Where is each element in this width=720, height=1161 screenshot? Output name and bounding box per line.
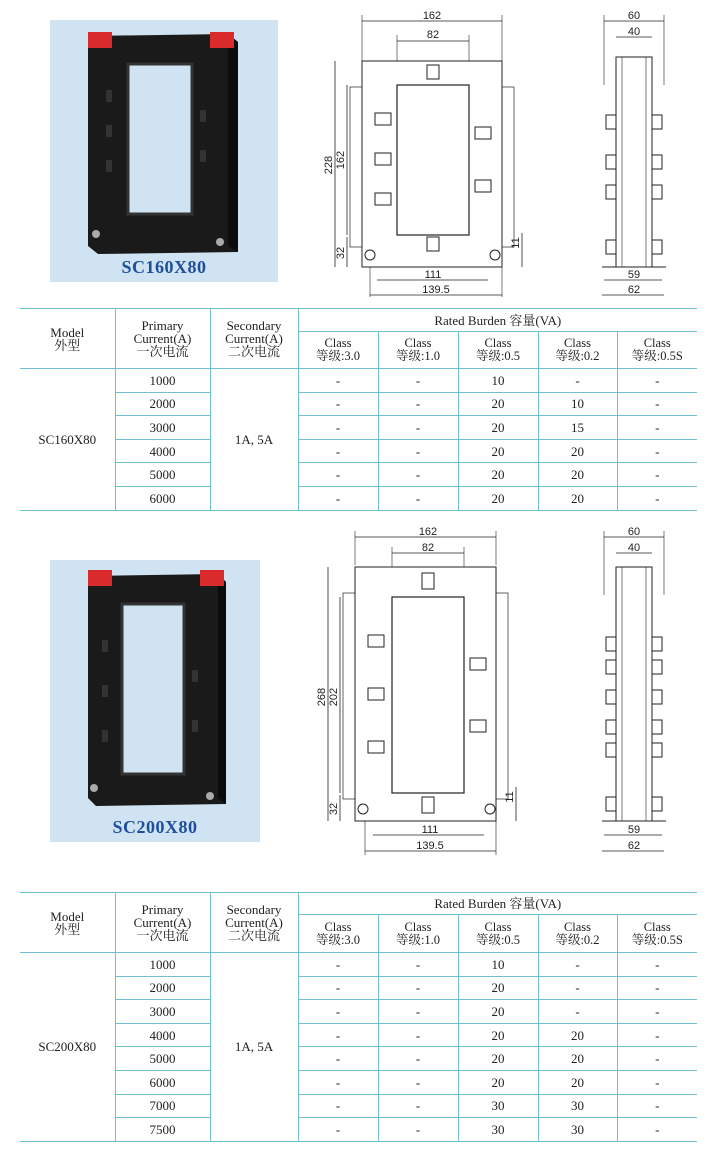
dim-base-outer: 139.5 [422, 284, 450, 296]
dim-side-inner: 40 [627, 26, 641, 38]
primary-current-cell: 4000 [115, 439, 210, 463]
primary-current-cell: 2000 [115, 976, 210, 1000]
table-row [20, 463, 697, 487]
dim-window-height: 162 [335, 150, 347, 170]
burden-value-cell: 30 [538, 1118, 617, 1142]
header-rated-burden: Rated Burden 容量(VA) [298, 893, 697, 915]
table-row [20, 1094, 697, 1118]
dim-height: 228 [323, 155, 335, 175]
burden-value-cell: - [298, 439, 378, 463]
table-row [20, 1000, 697, 1024]
side-view-drawing-2 [592, 525, 672, 860]
product-section-2 [0, 520, 720, 1161]
burden-value-cell: 20 [538, 439, 617, 463]
burden-value-cell: 20 [458, 463, 538, 487]
side-view-drawing-1 [592, 5, 672, 300]
dim-foot: 11 [504, 791, 516, 803]
burden-value-cell: 30 [458, 1118, 538, 1142]
header-model: Model 外型 [20, 893, 115, 953]
dim-height: 268 [316, 687, 328, 707]
header-class-0-2: Class 等级:0.2 [538, 915, 617, 953]
burden-value-cell: - [617, 369, 697, 393]
ct-photo-1 [50, 20, 278, 282]
header-primary: Primary Current(A) 一次电流 [115, 309, 210, 369]
burden-value-cell: 20 [458, 486, 538, 510]
table-row [20, 953, 697, 977]
burden-value-cell: - [378, 1118, 458, 1142]
burden-value-cell: 15 [538, 416, 617, 440]
header-secondary: Secondary Current(A) 二次电流 [210, 893, 298, 953]
primary-current-cell: 4000 [115, 1023, 210, 1047]
header-class-3-0: Class 等级:3.0 [298, 915, 378, 953]
burden-value-cell: - [378, 439, 458, 463]
terminal-red-right [210, 32, 234, 48]
dim-base-outer: 139.5 [416, 840, 444, 852]
burden-value-cell: 20 [538, 486, 617, 510]
dim-width: 162 [418, 526, 438, 538]
burden-value-cell: 30 [458, 1094, 538, 1118]
header-primary: Primary Current(A) 一次电流 [115, 893, 210, 953]
dim-side-width: 60 [627, 526, 641, 538]
primary-current-cell: 7500 [115, 1118, 210, 1142]
burden-value-cell: - [378, 416, 458, 440]
burden-value-cell: - [378, 1000, 458, 1024]
burden-value-cell: - [617, 1094, 697, 1118]
primary-current-cell: 7000 [115, 1094, 210, 1118]
burden-value-cell: - [538, 369, 617, 393]
product-photo-1 [50, 20, 278, 282]
dim-window-height: 202 [328, 687, 340, 707]
header-class-0-5: Class 等级:0.5 [458, 332, 538, 369]
burden-value-cell: - [378, 953, 458, 977]
primary-current-cell: 1000 [115, 369, 210, 393]
burden-value-cell: 20 [538, 1047, 617, 1071]
burden-value-cell: - [298, 1000, 378, 1024]
primary-current-cell: 6000 [115, 1070, 210, 1094]
table-body-2 [20, 953, 697, 1142]
table-row [20, 439, 697, 463]
burden-value-cell: - [617, 1047, 697, 1071]
burden-value-cell: - [298, 1118, 378, 1142]
burden-value-cell: 10 [538, 392, 617, 416]
dim-base-inner: 111 [421, 824, 439, 836]
header-class-0-5s: Class 等级:0.5S [617, 332, 697, 369]
primary-current-cell: 3000 [115, 416, 210, 440]
table-row [20, 1023, 697, 1047]
table-row [20, 1118, 697, 1142]
burden-value-cell: 20 [458, 976, 538, 1000]
burden-value-cell: - [378, 1070, 458, 1094]
burden-value-cell: 30 [538, 1094, 617, 1118]
dim-foot: 11 [510, 237, 522, 249]
burden-value-cell: - [378, 486, 458, 510]
table-row [20, 392, 697, 416]
burden-value-cell: - [298, 486, 378, 510]
primary-current-cell: 3000 [115, 1000, 210, 1024]
primary-current-cell: 2000 [115, 392, 210, 416]
burden-value-cell: - [617, 486, 697, 510]
front-view-drawing-2 [310, 525, 535, 860]
header-class-1-0: Class 等级:1.0 [378, 332, 458, 369]
burden-value-cell: - [298, 463, 378, 487]
burden-value-cell: - [298, 1094, 378, 1118]
burden-value-cell: - [617, 1000, 697, 1024]
burden-value-cell: 20 [538, 463, 617, 487]
primary-current-cell: 6000 [115, 486, 210, 510]
burden-value-cell: 20 [458, 439, 538, 463]
burden-value-cell: - [617, 392, 697, 416]
burden-value-cell: - [378, 463, 458, 487]
dim-window-width: 82 [421, 542, 435, 554]
secondary-current-cell: 1A, 5A [210, 369, 298, 511]
secondary-current-cell: 1A, 5A [210, 953, 298, 1142]
burden-value-cell: - [538, 953, 617, 977]
table-row [20, 976, 697, 1000]
product-photo-2 [50, 560, 260, 842]
burden-value-cell: - [378, 1094, 458, 1118]
burden-value-cell: - [298, 392, 378, 416]
burden-value-cell: - [617, 1070, 697, 1094]
table-row [20, 486, 697, 510]
product-model-label: SC160X80 [121, 257, 207, 277]
burden-value-cell: - [298, 369, 378, 393]
header-class-3-0: Class 等级:3.0 [298, 332, 378, 369]
header-secondary: Secondary Current(A) 二次电流 [210, 309, 298, 369]
header-class-0-5s: Class 等级:0.5S [617, 915, 697, 953]
spec-table-2 [20, 892, 697, 1142]
burden-value-cell: - [617, 953, 697, 977]
dim-side-base-inner: 59 [627, 269, 641, 281]
burden-value-cell: - [617, 1023, 697, 1047]
product-model-label: SC200X80 [112, 817, 198, 837]
terminal-red-left [88, 32, 112, 48]
burden-value-cell: 20 [458, 1023, 538, 1047]
dim-window-width: 82 [426, 29, 440, 41]
header-class-0-2: Class 等级:0.2 [538, 332, 617, 369]
header-model: Model 外型 [20, 309, 115, 369]
primary-current-cell: 5000 [115, 1047, 210, 1071]
ct-photo-2 [50, 560, 260, 842]
primary-current-cell: 5000 [115, 463, 210, 487]
burden-value-cell: - [378, 369, 458, 393]
dim-base-inner: 111 [424, 269, 442, 281]
dim-width: 162 [422, 10, 442, 22]
product-section-1 [0, 0, 720, 520]
burden-value-cell: - [538, 1000, 617, 1024]
burden-value-cell: 20 [458, 1000, 538, 1024]
spec-table-1 [20, 308, 697, 511]
burden-value-cell: - [378, 1047, 458, 1071]
burden-value-cell: 10 [458, 369, 538, 393]
dim-bottom: 32 [335, 246, 347, 260]
burden-value-cell: - [378, 976, 458, 1000]
burden-value-cell: - [617, 1118, 697, 1142]
table-row [20, 1047, 697, 1071]
burden-value-cell: - [617, 439, 697, 463]
front-view-drawing-1 [315, 5, 535, 300]
burden-value-cell: - [298, 1047, 378, 1071]
burden-value-cell: 20 [458, 1047, 538, 1071]
dim-side-inner: 40 [627, 542, 641, 554]
dim-side-base-inner: 59 [627, 824, 641, 836]
primary-current-cell: 1000 [115, 953, 210, 977]
model-cell: SC200X80 [20, 953, 115, 1142]
burden-value-cell: - [298, 1070, 378, 1094]
burden-value-cell: 10 [458, 953, 538, 977]
header-rated-burden: Rated Burden 容量(VA) [298, 309, 697, 332]
burden-value-cell: - [538, 976, 617, 1000]
burden-value-cell: - [298, 953, 378, 977]
dim-bottom: 32 [328, 802, 340, 816]
dim-side-base-outer: 62 [627, 840, 641, 852]
table-body-1 [20, 369, 697, 511]
table-row [20, 1070, 697, 1094]
burden-value-cell: 20 [458, 416, 538, 440]
dim-side-width: 60 [627, 10, 641, 22]
burden-value-cell: - [617, 416, 697, 440]
burden-value-cell: - [378, 1023, 458, 1047]
table-row [20, 369, 697, 393]
model-cell: SC160X80 [20, 369, 115, 511]
header-class-0-5: Class 等级:0.5 [458, 915, 538, 953]
burden-value-cell: 20 [538, 1070, 617, 1094]
burden-value-cell: - [617, 463, 697, 487]
burden-value-cell: 20 [538, 1023, 617, 1047]
table-row [20, 416, 697, 440]
burden-value-cell: - [298, 976, 378, 1000]
burden-value-cell: - [298, 416, 378, 440]
burden-value-cell: - [617, 976, 697, 1000]
burden-value-cell: 20 [458, 1070, 538, 1094]
dim-side-base-outer: 62 [627, 284, 641, 296]
burden-value-cell: - [378, 392, 458, 416]
burden-value-cell: 20 [458, 392, 538, 416]
header-class-1-0: Class 等级:1.0 [378, 915, 458, 953]
burden-value-cell: - [298, 1023, 378, 1047]
